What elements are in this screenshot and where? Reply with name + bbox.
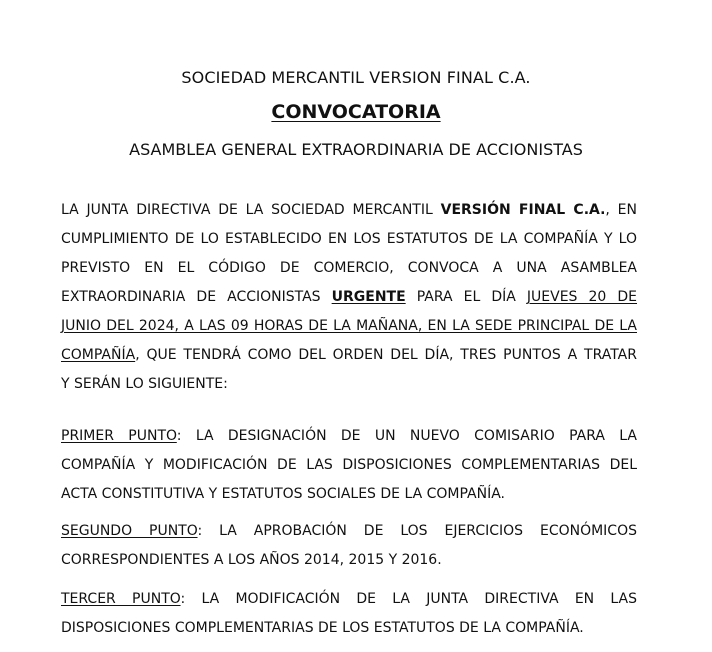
meeting-place: COMPAÑÍA <box>61 347 136 363</box>
agenda-point-label: SEGUNDO PUNTO <box>61 523 198 539</box>
meeting-date: JUEVES 20 DE <box>526 289 637 305</box>
intro-text: LA JUNTA DIRECTIVA DE LA SOCIEDAD MERCANTIL <box>61 202 441 218</box>
company-name-bold: VERSIÓN FINAL C.A. <box>440 202 606 218</box>
agenda-point-1 <box>61 422 637 509</box>
agenda-text: : LA DESIGNACIÓN DE UN NUEVO COMISARIO PARA LA <box>176 428 637 444</box>
intro-line: Y SERÁN LO SIGUIENTE: <box>61 376 228 392</box>
agenda-line: ACTA CONSTITUTIVA Y ESTATUTOS SOCIALES DE LA COMPAÑÍA. <box>61 486 505 502</box>
intro-line: PREVISTO EN EL CÓDIGO DE COMERCIO, CONVOCA A UNA ASAMBLEA <box>61 260 637 276</box>
intro-line: CUMPLIMIENTO DE LO ESTABLECIDO EN LOS ESTATUTOS DE LA COMPAÑÍA Y LO <box>61 231 637 247</box>
intro-text: EXTRAORDINARIA DE ACCIONISTAS <box>61 289 332 305</box>
agenda-point-3 <box>61 585 637 643</box>
agenda-text: : LA APROBACIÓN DE LOS EJERCICIOS ECONÓMICOS <box>197 523 637 539</box>
document-title: CONVOCATORIA <box>271 101 441 123</box>
company-name: SOCIEDAD MERCANTIL VERSION FINAL C.A. <box>181 68 531 87</box>
intro-text: , EN <box>605 202 638 218</box>
agenda-line <box>61 422 637 451</box>
agenda-point-label: TERCER PUNTO <box>61 591 181 607</box>
agenda-point-2 <box>61 517 637 575</box>
agenda-point-label: PRIMER PUNTO <box>61 428 177 444</box>
intro-line <box>61 196 637 225</box>
intro-paragraph <box>61 196 637 399</box>
agenda-line: DISPOSICIONES COMPLEMENTARIAS DE LOS ESTATUTOS DE LA COMPAÑÍA. <box>61 620 584 636</box>
intro-line <box>61 283 637 312</box>
document-subtitle: ASAMBLEA GENERAL EXTRAORDINARIA DE ACCIONISTAS <box>129 140 583 159</box>
intro-line <box>61 341 637 370</box>
agenda-line <box>61 517 637 546</box>
agenda-text: : LA MODIFICACIÓN DE LA JUNTA DIRECTIVA EN LAS <box>180 591 638 607</box>
intro-text: PARA EL DÍA <box>405 289 527 305</box>
intro-text: , QUE TENDRÁ COMO DEL ORDEN DEL DÍA, TRES PUNTOS A TRATAR <box>135 347 637 363</box>
agenda-line: COMPAÑÍA Y MODIFICACIÓN DE LAS DISPOSICIONES COMPLEMENTARIAS DEL <box>61 457 637 473</box>
agenda-line <box>61 585 637 614</box>
meeting-date-continued: JUNIO DEL 2024, A LAS 09 HORAS DE LA MAÑANA, EN LA SEDE PRINCIPAL DE LA <box>61 318 637 334</box>
urgent-label: URGENTE <box>331 289 406 305</box>
agenda-line: CORRESPONDIENTES A LOS AÑOS 2014, 2015 Y 2016. <box>61 552 442 568</box>
